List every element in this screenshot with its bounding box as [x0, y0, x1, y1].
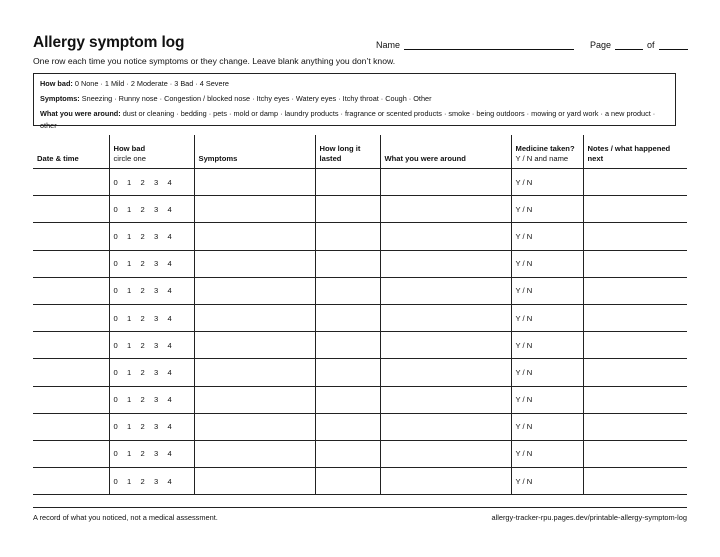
cell-how-bad	[109, 468, 194, 495]
scale-option: 0	[113, 177, 118, 187]
medicine-yn: Y / N	[515, 476, 533, 486]
scale-option: 4	[167, 367, 172, 377]
scale-option: 2	[140, 367, 145, 377]
medicine-yn: Y / N	[515, 340, 533, 350]
cell-around	[380, 304, 511, 331]
scale-option: 0	[113, 395, 118, 405]
cell-around	[380, 468, 511, 495]
table-row	[33, 413, 687, 440]
cell-date	[33, 277, 109, 304]
col-header-how-bad: How bad circle one	[109, 135, 194, 169]
table-row	[33, 196, 687, 223]
scale-option: 4	[167, 313, 172, 323]
medicine-yn: Y / N	[515, 449, 533, 459]
scale-option: 3	[154, 231, 159, 241]
scale-option: 0	[113, 259, 118, 269]
table-row	[33, 250, 687, 277]
cell-duration	[315, 277, 380, 304]
scale-option: 2	[140, 259, 145, 269]
legend-around	[40, 108, 669, 132]
col-header-duration: How long it lasted	[315, 135, 380, 169]
table-row	[33, 223, 687, 250]
scale-option: 1	[127, 395, 132, 405]
cell-symptoms	[194, 332, 315, 359]
cell-date	[33, 386, 109, 413]
medicine-yn: Y / N	[515, 367, 533, 377]
cell-notes	[583, 196, 687, 223]
legend-how-bad-label: How bad:	[40, 79, 73, 88]
medicine-yn: Y / N	[515, 204, 533, 214]
cell-medicine	[511, 359, 583, 386]
scale-option: 1	[127, 231, 132, 241]
table-row	[33, 468, 687, 495]
cell-how-bad	[109, 223, 194, 250]
cell-around	[380, 250, 511, 277]
scale-option: 2	[140, 204, 145, 214]
cell-date	[33, 223, 109, 250]
scale-option: 3	[154, 286, 159, 296]
scale-option: 3	[154, 422, 159, 432]
cell-notes	[583, 304, 687, 331]
cell-date	[33, 413, 109, 440]
scale-option: 1	[127, 286, 132, 296]
scale-option: 3	[154, 395, 159, 405]
scale-option: 2	[140, 340, 145, 350]
page-label: Page	[590, 40, 612, 50]
scale-option: 0	[113, 422, 118, 432]
cell-notes	[583, 223, 687, 250]
cell-medicine	[511, 169, 583, 196]
scale-option: 4	[167, 231, 172, 241]
cell-symptoms	[194, 413, 315, 440]
cell-medicine	[511, 304, 583, 331]
cell-date	[33, 359, 109, 386]
legend-symptoms-label: Symptoms:	[40, 94, 80, 103]
cell-how-bad	[109, 277, 194, 304]
page-total-line	[659, 39, 688, 50]
scale-option: 2	[140, 422, 145, 432]
scale-option: 2	[140, 449, 145, 459]
cell-symptoms	[194, 468, 315, 495]
instructions: One row each time you notice symptoms or they change. Leave blank anything you don’t know.	[33, 56, 396, 66]
cell-duration	[315, 468, 380, 495]
scale-option: 1	[127, 422, 132, 432]
legend-around-label: What you were around:	[40, 109, 121, 118]
cell-around	[380, 223, 511, 250]
table-row	[33, 169, 687, 196]
table-row	[33, 386, 687, 413]
table-row	[33, 304, 687, 331]
cell-date	[33, 304, 109, 331]
cell-symptoms	[194, 169, 315, 196]
medicine-yn: Y / N	[515, 395, 533, 405]
scale-option: 3	[154, 476, 159, 486]
medicine-yn: Y / N	[515, 177, 533, 187]
scale-option: 3	[154, 177, 159, 187]
name-line	[404, 39, 574, 50]
scale-option: 2	[140, 476, 145, 486]
scale-option: 0	[113, 204, 118, 214]
cell-medicine	[511, 196, 583, 223]
cell-medicine	[511, 413, 583, 440]
scale-option: 0	[113, 340, 118, 350]
medicine-yn: Y / N	[515, 422, 533, 432]
cell-symptoms	[194, 223, 315, 250]
cell-how-bad	[109, 386, 194, 413]
cell-notes	[583, 250, 687, 277]
cell-duration	[315, 196, 380, 223]
legend-box	[33, 73, 676, 130]
cell-around	[380, 277, 511, 304]
name-label: Name	[376, 40, 401, 50]
scale-option: 4	[167, 177, 172, 187]
table-body	[33, 169, 687, 495]
scale-option: 0	[113, 476, 118, 486]
scale-option: 1	[127, 340, 132, 350]
cell-symptoms	[194, 277, 315, 304]
cell-medicine	[511, 250, 583, 277]
scale-option: 4	[167, 449, 172, 459]
cell-symptoms	[194, 386, 315, 413]
cell-notes	[583, 332, 687, 359]
cell-around	[380, 169, 511, 196]
cell-duration	[315, 413, 380, 440]
scale-option: 3	[154, 204, 159, 214]
scale-option: 1	[127, 313, 132, 323]
cell-how-bad	[109, 359, 194, 386]
cell-around	[380, 359, 511, 386]
legend-around-text: dust or cleaning · bedding · pets · mold or damp · laundry products · fragrance or scented products · smoke · being outdoors · mowing or yard work · a new product · other	[40, 109, 656, 130]
table-row	[33, 359, 687, 386]
page-number-group	[590, 39, 688, 50]
cell-symptoms	[194, 250, 315, 277]
medicine-yn: Y / N	[515, 259, 533, 269]
cell-symptoms	[194, 359, 315, 386]
scale-option: 4	[167, 259, 172, 269]
cell-symptoms	[194, 440, 315, 467]
footer-disclaimer: A record of what you noticed, not a medical assessment.	[33, 513, 218, 522]
col-header-medicine: Medicine taken? Y / N and name	[511, 135, 583, 169]
cell-how-bad	[109, 413, 194, 440]
cell-around	[380, 440, 511, 467]
cell-notes	[583, 359, 687, 386]
table-row	[33, 332, 687, 359]
col-header-symptoms: Symptoms	[194, 135, 315, 169]
page-title: Allergy symptom log	[33, 34, 185, 51]
legend-how-bad	[40, 76, 669, 91]
scale-option: 0	[113, 231, 118, 241]
legend-symptoms-text: Sneezing · Runny nose · Congestion / blocked nose · Itchy eyes · Watery eyes · Itchy throat · Cough · Other	[81, 94, 432, 103]
name-field-group	[376, 39, 574, 50]
cell-date	[33, 250, 109, 277]
table-row	[33, 440, 687, 467]
cell-medicine	[511, 386, 583, 413]
scale-option: 2	[140, 286, 145, 296]
cell-date	[33, 169, 109, 196]
cell-how-bad	[109, 196, 194, 223]
cell-duration	[315, 386, 380, 413]
cell-medicine	[511, 223, 583, 250]
scale-option: 0	[113, 286, 118, 296]
cell-date	[33, 196, 109, 223]
legend-symptoms	[40, 91, 669, 106]
cell-around	[380, 332, 511, 359]
cell-symptoms	[194, 196, 315, 223]
cell-notes	[583, 440, 687, 467]
cell-around	[380, 413, 511, 440]
cell-how-bad	[109, 440, 194, 467]
legend-how-bad-text: 0 None · 1 Mild · 2 Moderate · 3 Bad · 4 Severe	[74, 79, 229, 88]
cell-symptoms	[194, 304, 315, 331]
scale-option: 0	[113, 367, 118, 377]
table-row	[33, 277, 687, 304]
cell-how-bad	[109, 169, 194, 196]
scale-option: 1	[127, 367, 132, 377]
cell-duration	[315, 332, 380, 359]
table-header-row	[33, 135, 687, 169]
col-header-around: What you were around	[380, 135, 511, 169]
cell-how-bad	[109, 250, 194, 277]
cell-duration	[315, 304, 380, 331]
footer-url: allergy-tracker-rpu.pages.dev/printable-allergy-symptom-log	[491, 513, 687, 522]
scale-option: 0	[113, 313, 118, 323]
scale-option: 1	[127, 476, 132, 486]
cell-date	[33, 440, 109, 467]
scale-option: 2	[140, 177, 145, 187]
scale-option: 1	[127, 204, 132, 214]
col-header-date: Date & time	[33, 135, 109, 169]
cell-notes	[583, 413, 687, 440]
scale-option: 4	[167, 476, 172, 486]
medicine-yn: Y / N	[515, 286, 533, 296]
cell-notes	[583, 169, 687, 196]
cell-medicine	[511, 468, 583, 495]
cell-duration	[315, 359, 380, 386]
scale-option: 3	[154, 313, 159, 323]
scale-option: 2	[140, 313, 145, 323]
scale-option: 2	[140, 231, 145, 241]
medicine-yn: Y / N	[515, 313, 533, 323]
scale-option: 3	[154, 449, 159, 459]
of-label: of	[647, 40, 655, 50]
medicine-yn: Y / N	[515, 231, 533, 241]
cell-duration	[315, 223, 380, 250]
page-number-line	[615, 39, 643, 50]
cell-duration	[315, 169, 380, 196]
cell-around	[380, 386, 511, 413]
symptom-log-table	[33, 135, 687, 495]
cell-how-bad	[109, 332, 194, 359]
cell-duration	[315, 440, 380, 467]
cell-notes	[583, 468, 687, 495]
cell-around	[380, 196, 511, 223]
cell-how-bad	[109, 304, 194, 331]
scale-option: 1	[127, 177, 132, 187]
scale-option: 1	[127, 449, 132, 459]
scale-option: 4	[167, 340, 172, 350]
scale-option: 3	[154, 259, 159, 269]
cell-medicine	[511, 440, 583, 467]
scale-option: 3	[154, 367, 159, 377]
col-header-notes: Notes / what happened next	[583, 135, 687, 169]
scale-option: 4	[167, 395, 172, 405]
scale-option: 4	[167, 422, 172, 432]
scale-option: 2	[140, 395, 145, 405]
cell-medicine	[511, 277, 583, 304]
scale-option: 1	[127, 259, 132, 269]
cell-notes	[583, 386, 687, 413]
scale-option: 4	[167, 286, 172, 296]
scale-option: 0	[113, 449, 118, 459]
cell-date	[33, 468, 109, 495]
cell-duration	[315, 250, 380, 277]
footer-divider	[33, 507, 687, 508]
scale-option: 3	[154, 340, 159, 350]
scale-option: 4	[167, 204, 172, 214]
cell-date	[33, 332, 109, 359]
cell-medicine	[511, 332, 583, 359]
cell-notes	[583, 277, 687, 304]
